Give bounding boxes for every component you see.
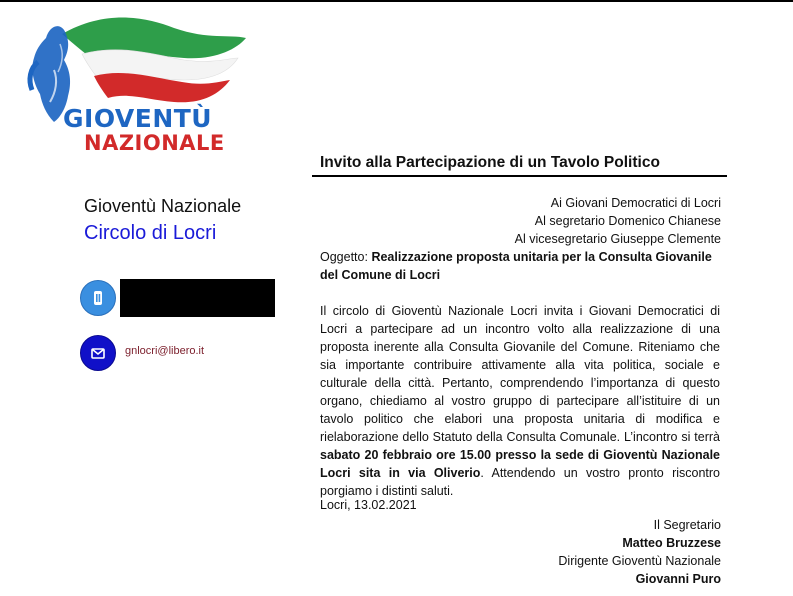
redacted-phone [120,279,275,317]
document-title: Invito alla Partecipazione di un Tavolo Politico [320,154,660,171]
logo-text-line1: GIOVENTÙ [63,104,213,133]
signature-line: Dirigente Gioventù Nazionale [558,554,721,568]
subject [320,248,720,284]
body-bold: sabato 20 febbraio ore 15.00 presso la sede di Gioventù Nazionale Locri sita in via Oliverio [320,448,720,480]
body-part1: Il circolo di Gioventù Nazionale Locri invita i Giovani Democratici di Locri a partecipare ad un incontro volto alla realizzazione di una proposta inerente alla Consulta Giovanile del Comune. Riteniamo che sia importante contribuire attivamente alla vita politica, sociale e culturale della città. Pertanto, comprendendo l’importanza di questo organo, chiediamo al vostro gruppo di partecipare all’istituire di un tavolo politico che elabori una proposta unitaria di modifica e rielaborazione dello Statuto della Consulta Comunale. L’incontro si terrà [320,304,720,444]
body-part2: . Attendendo un vostro pronto riscontro porgiamo i distinti saluti. [320,466,720,498]
logo [24,14,254,162]
recipient-line: Ai Giovani Democratici di Locri [550,196,721,210]
signature-line: Matteo Bruzzese [622,536,721,550]
signature-line: Giovanni Puro [635,572,721,586]
subject-label: Oggetto: [320,250,372,264]
recipient-line: Al vicesegretario Giuseppe Clemente [514,232,721,246]
letter-date: Locri, 13.02.2021 [320,498,417,512]
title-underline [312,175,727,177]
email-link[interactable]: gnlocri@libero.it [125,345,205,357]
logo-text-line2: NAZIONALE [84,131,225,155]
phone-icon [80,280,116,316]
signature-line: Il Segretario [653,518,721,532]
org-name: Gioventù Nazionale [84,196,242,216]
subject-text: Realizzazione proposta unitaria per la Consulta Giovanile del Comune di Locri [320,250,712,282]
circle-name: Circolo di Locri [84,222,217,244]
mail-icon [80,335,116,371]
top-border [0,0,793,2]
recipient-line: Al segretario Domenico Chianese [534,214,721,228]
letter-body [320,302,720,500]
